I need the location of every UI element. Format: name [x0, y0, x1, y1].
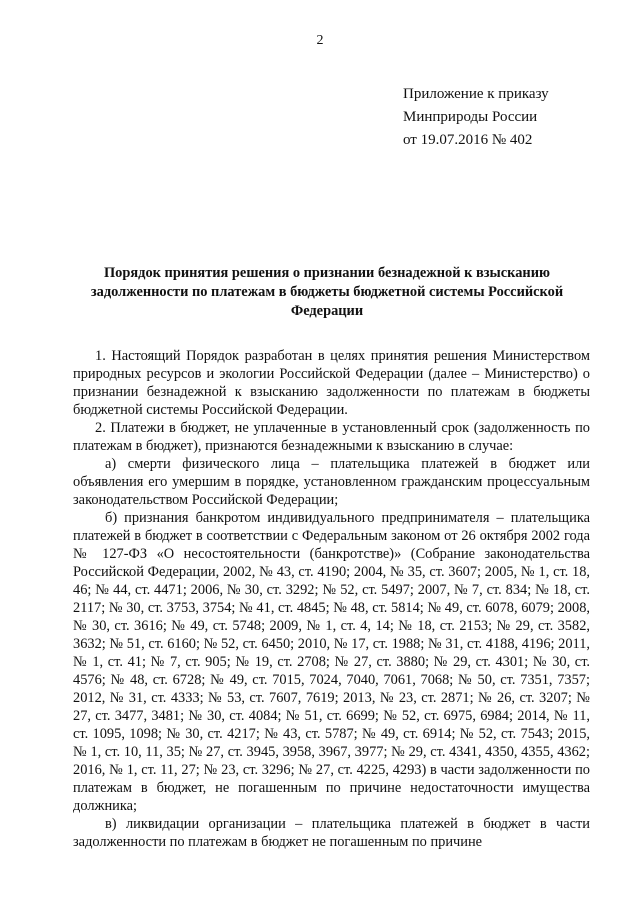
document-title: Порядок принятия решения о признании безнадежной к взысканию задолженности по платежам в бюджеты бюджетной системы Российской Федерации — [90, 265, 564, 319]
page-number: 2 — [316, 33, 324, 48]
paragraph-2a: а) смерти физического лица – плательщика платежей в бюджет или объявления его умершим в порядке, установленном гражданским процессуальным законодательством Российской Федерации; — [73, 456, 590, 508]
paragraph-2b: б) признания банкротом индивидуального предпринимателя – плательщика платежей в бюджет в соответствии с Федеральным законом от 26 октября 2002 года № 127-ФЗ «О несостоятельности (банкротстве)» (Собрание законодательства Российской Федерации, 2002, № 43, ст. 4190; 2004, № 35, ст. 3607; 2005, № 1, ст. 18, 46; № 44, ст. 4471; 2006, № 30, ст. 3292; № 52, ст. 5497; 2007, № 7, ст. 834; № 18, ст. 2117; № 30, ст. 3753, 3754; № 41, ст. 4845; № 48, ст. 5814; № 49, ст. 6078, 6079; 2008, № 30, ст. 3616; № 49, ст. 5748; 2009, № 1, ст. 4, 14; № 18, ст. 2153; № 29, ст. 3582, 3632; № 51, ст. 6160; № 52, ст. 6450; 2010, № 17, ст. 1988; № 31, ст. 4188, 4196; 2011, № 1, ст. 41; № 7, ст. 905; № 19, ст. 2708; № 27, ст. 3880; № 29, ст. 4301; № 30, ст. 4576; № 48, ст. 6728; № 49, ст. 7015, 7024, 7040, 7061, 7068; № 50, ст. 7351, 7357; 2012, № 31, ст. 4333; № 53, ст. 7607, 7619; 2013, № 23, ст. 2871; № 26, ст. 3207; № 27, ст. 3477, 3481; № 30, ст. 4084; № 51, ст. 6699; № 52, ст. 6975, 6984; 2014, № 11, ст. 1095, 1098; № 30, ст. 4217; № 43, ст. 5787; № 49, ст. 6914; № 52, ст. 7543; 2015, № 1, ст. 10, 11, 35; № 27, ст. 3945, 3958, 3967, 3977; № 29, ст. 4341, 4350, 4355, 4362; 2016, № 1, ст. 11, 27; № 23, ст. 3296; № 27, ст. 4225, 4293) в части задолженности по платежам в бюджет, не погашенным по причине недостаточности имущества должника; — [73, 510, 590, 814]
approval-line-order-date: от 19.07.2016 № 402 — [403, 132, 533, 148]
document-body — [73, 347, 590, 851]
approval-line-ministry: Минприроды России — [403, 109, 538, 125]
paragraph-2: 2. Платежи в бюджет, не уплаченные в установленный срок (задолженность по платежам в бюджет), признаются безнадежными к взысканию в случае: — [73, 420, 590, 454]
paragraph-1: 1. Настоящий Порядок разработан в целях принятия решения Министерством природных ресурсов и экологии Российской Федерации (далее – Министерство) о признании безнадежной к взысканию задолженности по платежам в бюджеты бюджетной системы Российской Федерации. — [73, 348, 590, 418]
approval-block — [403, 83, 549, 152]
approval-line-appendix: Приложение к приказу — [403, 86, 549, 102]
paragraph-2v: в) ликвидации организации – плательщика платежей в бюджет в части задолженности по платежам в бюджет не погашенным по причине — [73, 816, 590, 850]
